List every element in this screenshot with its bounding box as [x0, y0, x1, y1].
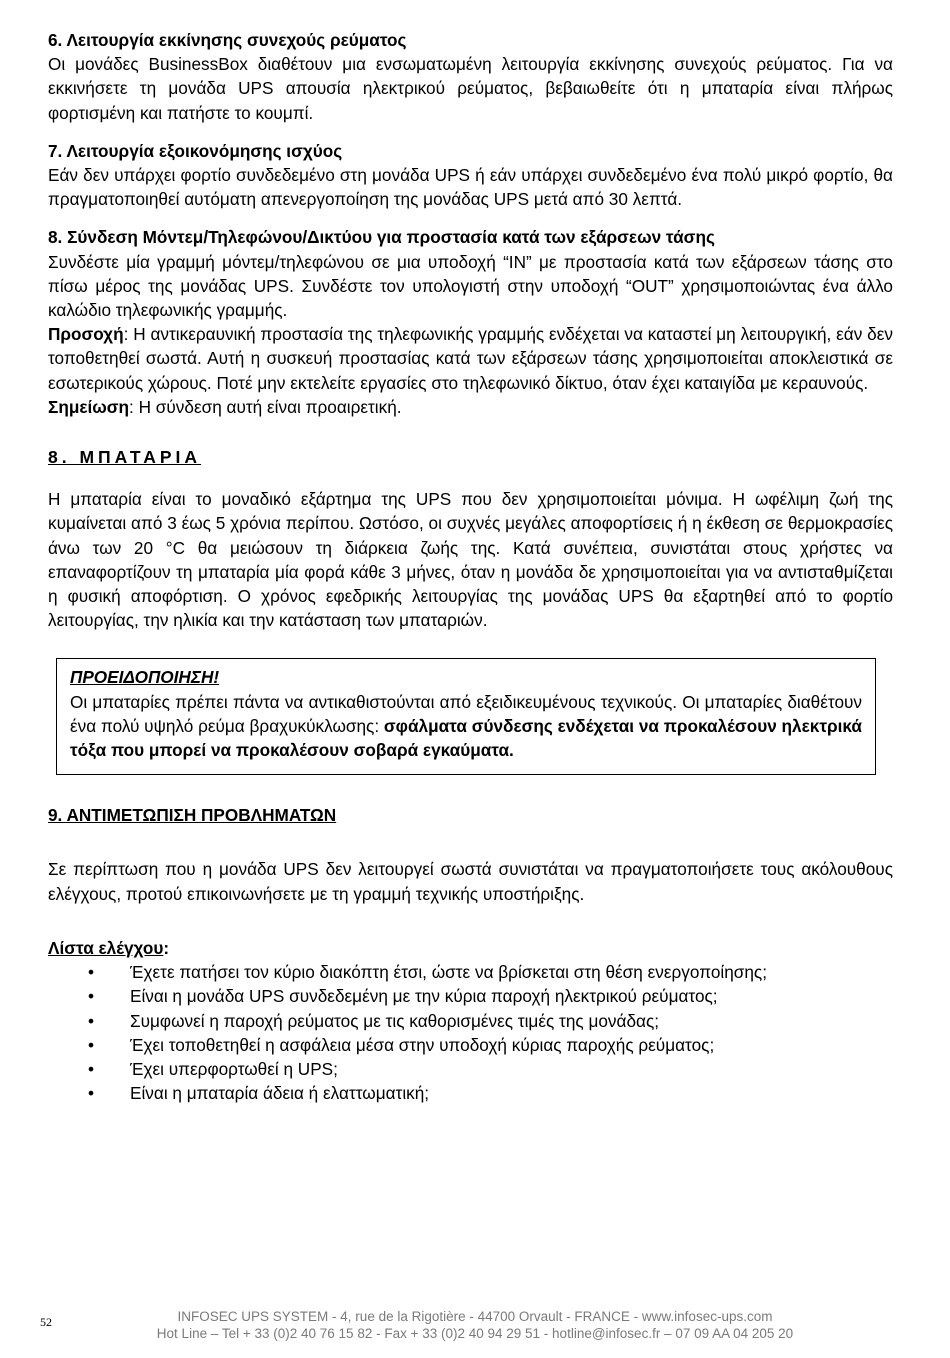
- list-item: [48, 984, 893, 1008]
- footer-address: INFOSEC UPS SYSTEM - 4, rue de la Rigotière - 44700 Orvault - FRANCE - www.infosec-ups.com: [177, 1309, 773, 1324]
- bullet-icon: •: [88, 986, 95, 1007]
- warning-normal-text: Οι μπαταρίες πρέπει πάντα να αντικαθιστούνται από εξειδικευμένους τεχνικούς. Οι μπαταρίες διαθέτουν ένα πολύ υψηλό ρεύμα βραχυκύκλωσης:: [70, 691, 862, 736]
- list-item-text: Έχει τοποθετηθεί η ασφάλεια μέσα στην υποδοχή κύριας παροχής ρεύματος;: [130, 1034, 715, 1055]
- checklist-colon: :: [163, 937, 170, 958]
- list-item: [48, 1081, 893, 1105]
- list-item: [48, 1009, 893, 1033]
- caution-paragraph: [48, 322, 893, 395]
- warning-bold-text: σφάλματα σύνδεσης ενδέχεται να προκαλέσουν ηλεκτρικά τόξα που μπορεί να προκαλέσουν σοβαρά εγκαύματα.: [70, 715, 862, 761]
- troubleshooting-intro: Σε περίπτωση που η μονάδα UPS δεν λειτουργεί σωστά συνιστάται να πραγματοποιήσετε τους ακόλουθους ελέγχους, προτού επικοινωνήσετε με τη γραμμή τεχνικής υποστήριξης.: [48, 859, 893, 904]
- caution-label: Προσοχή: [48, 324, 124, 345]
- list-item: [48, 960, 893, 984]
- list-item: [48, 1057, 893, 1081]
- document-page: [48, 28, 893, 1105]
- battery-text: Η μπαταρία είναι το μοναδικό εξάρτημα της UPS που δεν χρησιμοποιείται μόνιμα. Η ωφέλιμη ζωή της κυμαίνεται από 3 έως 5 χρόνια περίπου. Ωστόσο, οι συχνές μεγάλες αποφορτίσεις ή η έκθεση σε θερμοκρασίες άνω των 20 °C θα μειώσουν τη διάρκεια ζωής της. Κατά συνέπεια, συνιστάται στους χρήστες να επαναφορτίζουν τη μπαταρία μία φορά κάθε 3 μήνες, όταν η μονάδα δε χρησιμοποιείται για να αντισταθμίζεται η φυσική αποφόρτιση. Ο χρόνος εφεδρικής λειτουργίας της μονάδας UPS θα εξαρτηθεί από το φορτίο λειτουργίας, την ηλικία και την κατάσταση των μπαταριών.: [48, 489, 893, 631]
- warning-box: [56, 658, 876, 775]
- list-item-text: Είναι η μπαταρία άδεια ή ελαττωματική;: [130, 1083, 430, 1104]
- list-item-text: Έχετε πατήσει τον κύριο διακόπτη έτσι, ώστε να βρίσκεται στη θέση ενεργοποίησης;: [130, 962, 767, 983]
- note-text: : Η σύνδεση αυτή είναι προαιρετική.: [129, 396, 402, 417]
- troubleshooting-heading: 9. ΑΝΤΙΜΕΤΩΠΙΣΗ ΠΡΟΒΛΗΜΑΤΩΝ: [48, 805, 337, 826]
- checklist-heading: [48, 936, 893, 960]
- note-paragraph: [48, 395, 893, 419]
- warning-text: [70, 690, 862, 763]
- checklist: [48, 960, 893, 1105]
- list-item-text: Έχει υπερφορτωθεί η UPS;: [130, 1058, 338, 1079]
- section-power-saving: [48, 139, 893, 212]
- list-item-text: Συμφωνεί η παροχή ρεύματος με τις καθορισμένες τιμές της μονάδας;: [130, 1010, 660, 1031]
- section-title: 6. Λειτουργία εκκίνησης συνεχούς ρεύματος: [48, 30, 407, 50]
- section-dc-start: [48, 28, 893, 125]
- bullet-icon: •: [88, 962, 95, 983]
- section-surge-protection: [48, 225, 893, 419]
- bullet-icon: •: [88, 1010, 95, 1031]
- note-label: Σημείωση: [48, 396, 130, 417]
- footer-contact: Hot Line – Tel + 33 (0)2 40 76 15 82 - Fax + 33 (0)2 40 94 29 51 - hotline@infosec.fr – 07 09 AA 04 205 20: [156, 1326, 794, 1341]
- bullet-icon: •: [88, 1058, 95, 1079]
- section-title: 7. Λειτουργία εξοικονόμησης ισχύος: [48, 140, 343, 161]
- page-number: 52: [40, 1315, 52, 1329]
- list-item-text: Είναι η μονάδα UPS συνδεδεμένη με την κύρια παροχή ηλεκτρικού ρεύματος;: [130, 986, 718, 1007]
- battery-heading: 8. ΜΠΑΤΑΡΙΑ: [48, 447, 202, 468]
- section-text: Οι μονάδες BusinessBox διαθέτουν μια ενσωματωμένη λειτουργία εκκίνησης συνεχούς ρεύματος. Για να εκκινήσετε τη μονάδα UPS απουσία ηλεκτρικού ρεύματος, βεβαιωθείτε ότι η μπαταρία είναι πλήρως φορτισμένη και πατήστε το κουμπί.: [48, 54, 893, 123]
- section-text: Συνδέστε μία γραμμή μόντεμ/τηλεφώνου σε μια υποδοχή “IN” με προστασία κατά των εξάρσεων τάσης στο πίσω μέρος της μονάδας UPS. Συνδέστε τον υπολογιστή στην υποδοχή “OUT” χρησιμοποιώντας ένα άλλο καλώδιο τηλεφωνικής γραμμής.: [48, 251, 893, 321]
- footer: [0, 1308, 950, 1342]
- checklist-title: Λίστα ελέγχου: [48, 937, 164, 958]
- section-text: Εάν δεν υπάρχει φορτίο συνδεδεμένο στη μονάδα UPS ή εάν υπάρχει συνδεδεμένο ένα πολύ μικρό φορτίο, θα πραγματοποιηθεί αυτόματη απενεργοποίηση της μονάδας UPS μετά από 30 λεπτά.: [48, 165, 893, 210]
- section-title: 8. Σύνδεση Μόντεμ/Τηλεφώνου/Δικτύου για προστασία κατά των εξάρσεων τάσης: [48, 227, 715, 248]
- warning-title: ΠΡΟΕΙΔΟΠΟΙΗΣΗ!: [70, 667, 220, 688]
- caution-text: : Η αντικεραυνική προστασία της τηλεφωνικής γραμμής ενδέχεται να καταστεί μη λειτουργική, εάν δεν τοποθετηθεί σωστά. Αυτή η συσκευή προστασίας κατά των εξάρσεων τάσης χρησιμοποιείται αποκλειστικά σε εσωτερικούς χώρους. Ποτέ μην εκτελείτε εργασίες στο τηλεφωνικό δίκτυο, όταν έχει καταιγίδα με κεραυνούς.: [48, 324, 893, 393]
- bullet-icon: •: [88, 1083, 95, 1104]
- list-item: [48, 1033, 893, 1057]
- bullet-icon: •: [88, 1034, 95, 1055]
